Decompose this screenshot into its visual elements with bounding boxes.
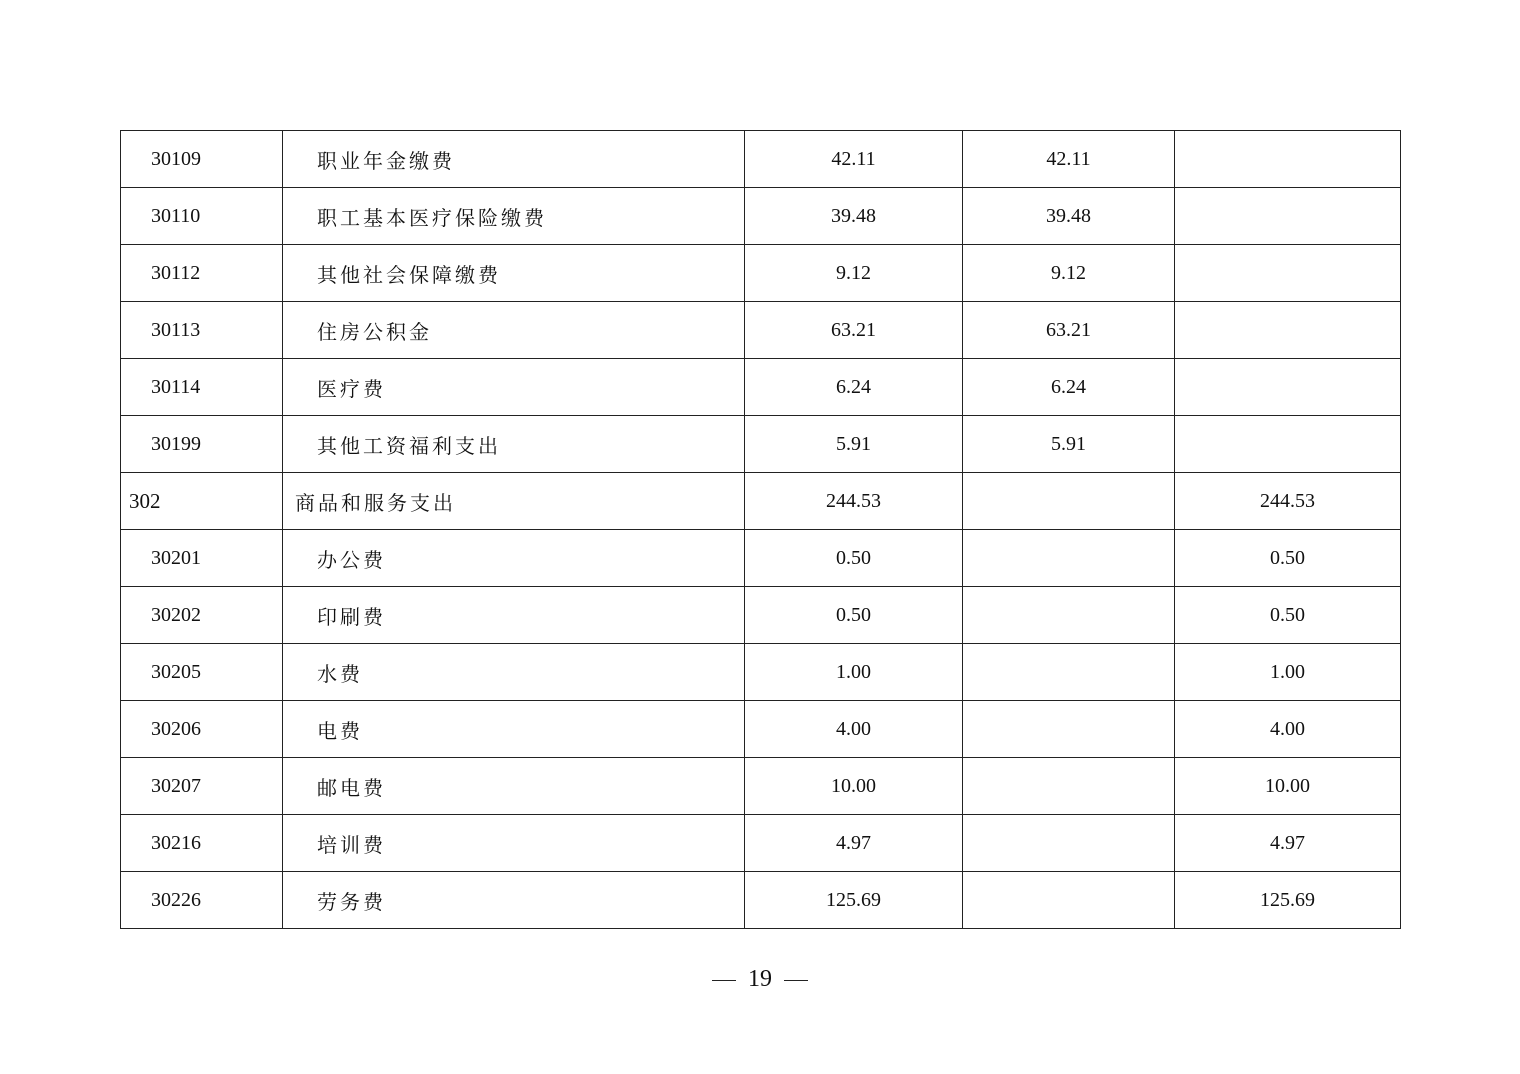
cell-project xyxy=(1175,359,1401,416)
cell-code: 30114 xyxy=(121,359,283,416)
cell-name: 水费 xyxy=(283,644,745,701)
cell-total: 125.69 xyxy=(745,872,963,929)
cell-code: 30201 xyxy=(121,530,283,587)
cell-code: 30205 xyxy=(121,644,283,701)
cell-basic: 6.24 xyxy=(963,359,1175,416)
cell-name: 职工基本医疗保险缴费 xyxy=(283,188,745,245)
cell-basic: 42.11 xyxy=(963,131,1175,188)
page-footer xyxy=(0,966,1520,993)
cell-name: 医疗费 xyxy=(283,359,745,416)
table-row xyxy=(121,416,1401,473)
cell-total: 6.24 xyxy=(745,359,963,416)
cell-total: 5.91 xyxy=(745,416,963,473)
cell-total: 4.97 xyxy=(745,815,963,872)
cell-total: 4.00 xyxy=(745,701,963,758)
cell-basic: 63.21 xyxy=(963,302,1175,359)
cell-basic xyxy=(963,701,1175,758)
cell-project: 4.00 xyxy=(1175,701,1401,758)
cell-total: 10.00 xyxy=(745,758,963,815)
table-row xyxy=(121,245,1401,302)
cell-name: 邮电费 xyxy=(283,758,745,815)
cell-basic xyxy=(963,644,1175,701)
cell-project: 125.69 xyxy=(1175,872,1401,929)
cell-basic xyxy=(963,587,1175,644)
cell-project: 244.53 xyxy=(1175,473,1401,530)
cell-name: 电费 xyxy=(283,701,745,758)
cell-project: 0.50 xyxy=(1175,530,1401,587)
cell-total: 0.50 xyxy=(745,587,963,644)
table-row xyxy=(121,131,1401,188)
cell-name: 其他社会保障缴费 xyxy=(283,245,745,302)
cell-code: 30207 xyxy=(121,758,283,815)
cell-total: 42.11 xyxy=(745,131,963,188)
table-row xyxy=(121,758,1401,815)
cell-basic: 39.48 xyxy=(963,188,1175,245)
cell-code: 30109 xyxy=(121,131,283,188)
cell-name: 其他工资福利支出 xyxy=(283,416,745,473)
table-row xyxy=(121,872,1401,929)
cell-total: 1.00 xyxy=(745,644,963,701)
cell-total: 244.53 xyxy=(745,473,963,530)
cell-name: 印刷费 xyxy=(283,587,745,644)
cell-name: 商品和服务支出 xyxy=(283,473,745,530)
cell-project xyxy=(1175,131,1401,188)
cell-code: 30216 xyxy=(121,815,283,872)
table-row xyxy=(121,359,1401,416)
cell-total: 9.12 xyxy=(745,245,963,302)
table-row xyxy=(121,530,1401,587)
cell-project: 0.50 xyxy=(1175,587,1401,644)
cell-code: 302 xyxy=(121,473,283,530)
table-row xyxy=(121,815,1401,872)
cell-code: 30226 xyxy=(121,872,283,929)
cell-code: 30202 xyxy=(121,587,283,644)
cell-name: 职业年金缴费 xyxy=(283,131,745,188)
cell-project: 1.00 xyxy=(1175,644,1401,701)
cell-project xyxy=(1175,416,1401,473)
cell-code: 30112 xyxy=(121,245,283,302)
cell-project: 10.00 xyxy=(1175,758,1401,815)
cell-basic xyxy=(963,872,1175,929)
table-row xyxy=(121,302,1401,359)
cell-project xyxy=(1175,245,1401,302)
cell-code: 30110 xyxy=(121,188,283,245)
cell-total: 63.21 xyxy=(745,302,963,359)
cell-total: 0.50 xyxy=(745,530,963,587)
cell-basic xyxy=(963,473,1175,530)
cell-project xyxy=(1175,302,1401,359)
cell-basic: 9.12 xyxy=(963,245,1175,302)
cell-project: 4.97 xyxy=(1175,815,1401,872)
cell-basic xyxy=(963,758,1175,815)
cell-code: 30113 xyxy=(121,302,283,359)
cell-name: 劳务费 xyxy=(283,872,745,929)
table-row xyxy=(121,473,1401,530)
cell-total: 39.48 xyxy=(745,188,963,245)
cell-name: 住房公积金 xyxy=(283,302,745,359)
cell-code: 30206 xyxy=(121,701,283,758)
dash-right xyxy=(784,980,808,981)
cell-name: 办公费 xyxy=(283,530,745,587)
table-row xyxy=(121,701,1401,758)
dash-left xyxy=(712,980,736,981)
cell-project xyxy=(1175,188,1401,245)
table-row xyxy=(121,587,1401,644)
cell-name: 培训费 xyxy=(283,815,745,872)
budget-table xyxy=(120,130,1401,929)
table-row xyxy=(121,644,1401,701)
cell-code: 30199 xyxy=(121,416,283,473)
page-number: 19 xyxy=(748,966,772,992)
cell-basic xyxy=(963,530,1175,587)
cell-basic: 5.91 xyxy=(963,416,1175,473)
cell-basic xyxy=(963,815,1175,872)
table-row xyxy=(121,188,1401,245)
table-body xyxy=(121,131,1401,929)
